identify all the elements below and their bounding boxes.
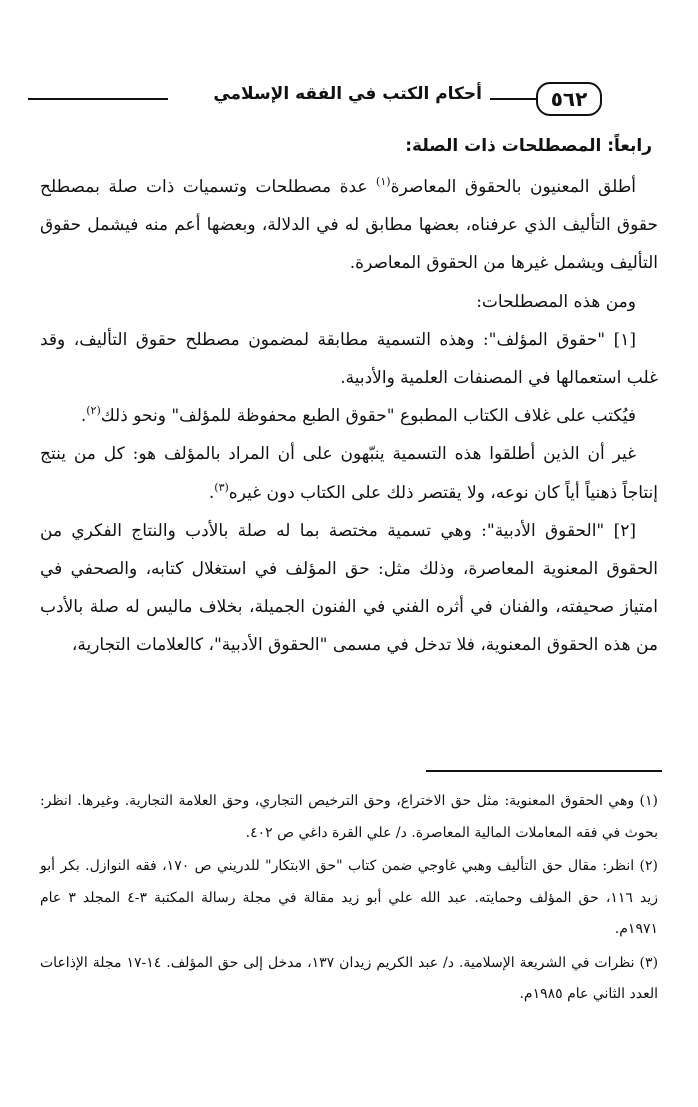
paragraph-text: [١] "حقوق المؤلف": وهذه التسمية مطابقة لمضمون مصطلح حقوق التأليف، وقد غلب استعمالها في المصنفات العلمية والأدبية. [40, 329, 658, 389]
paragraph-text: ومن هذه المصطلحات: [476, 291, 636, 312]
section-heading: رابعاً: المصطلحات ذات الصلة: [405, 136, 652, 156]
footnote-separator [426, 770, 662, 772]
paragraph-author-definition [40, 435, 658, 511]
main-text [40, 130, 658, 665]
footnote-ref-2: (٢) [86, 404, 101, 418]
paragraph-text: أطلق المعنيون بالحقوق المعاصرة [390, 177, 637, 197]
running-header [28, 80, 662, 116]
paragraph-text: . [208, 482, 215, 503]
header-rule-left [28, 98, 168, 100]
footnote-2: (٢) انظر: مقال حق التأليف وهبي غاوجي ضمن كتاب "حق الابتكار" للدريني ص ١٧٠، فقه النوازل. بكر أبو زيد ١١٦، حق المؤلف وحمايته. عبد الله علي أبو زيد مقالة في مجلة رسالة المكتبة ٣-٤ المجلد ٣ عام ١٩٧١م. [40, 858, 658, 937]
footnotes [40, 786, 658, 1013]
paragraph-term-1 [40, 321, 658, 397]
page-number: ٥٦٢ [536, 82, 602, 116]
paragraph-list-intro [40, 283, 658, 321]
paragraph-text: [٢] "الحقوق الأدبية": وهي تسمية مختصة بما له صلة بالأدب والنتاج الفكري من الحقوق المعنوية المعاصرة، وذلك مثل: حق المؤلف في استغلال كتابه، والصحفي في امتياز صحيفته، والفنان في أثره الفني في الفنون الجميلة، بخلاف ماليس له صلة بالأدب من هذه الحقوق المعنوية، فلا تدخل في مسمى "الحقوق الأدبية"، كالعلامات التجارية، [40, 520, 658, 656]
paragraph-intro [40, 168, 658, 283]
paragraph-text: . [80, 406, 87, 427]
footnote-3: (٣) نظرات في الشريعة الإسلامية. د/ عبد الكريم زيدان ١٣٧، مدخل إلى حق المؤلف. ١٤-١٧ مجلة الإذاعات العدد الثاني عام ١٩٨٥م. [40, 954, 659, 1002]
header-rule-right [490, 98, 538, 100]
paragraph-text: فيُكتب على غلاف الكتاب المطبوع "حقوق الطبع محفوظة للمؤلف" ونحو ذلك [100, 406, 636, 427]
running-title: أحكام الكتب في الفقه الإسلامي [213, 84, 482, 104]
footnote-ref-1: (١) [376, 175, 391, 188]
paragraph-text: غير أن الذين أطلقوا هذه التسمية ينبّهون على أن المراد بالمؤلف هو: كل من ينتج إنتاجاً ذهنياً أياً كان نوعه، ولا يقتصر ذلك على الكتاب دون غيره [40, 444, 658, 503]
paragraph-text: عدة مصطلحات وتسميات ذات صلة بمصطلح حقوق التأليف الذي عرفناه، بعضها مطابق له في الدلالة، وبعضها أعم منه فيشمل حقوق التأليف ويشمل غيرها من الحقوق المعاصرة. [40, 177, 658, 274]
paragraph-term-2 [40, 512, 658, 665]
paragraph-cover-note [40, 397, 658, 435]
footnote-1: (١) وهي الحقوق المعنوية: مثل حق الاختراع، وحق الترخيص التجاري، وحق العلامة التجارية. وغيرها. انظر: بحوث في فقه المعاملات المالية المعاصرة. د/ علي القرة داغي ص ٤٠٢. [40, 793, 659, 841]
footnote-ref-3: (٣) [214, 480, 229, 494]
